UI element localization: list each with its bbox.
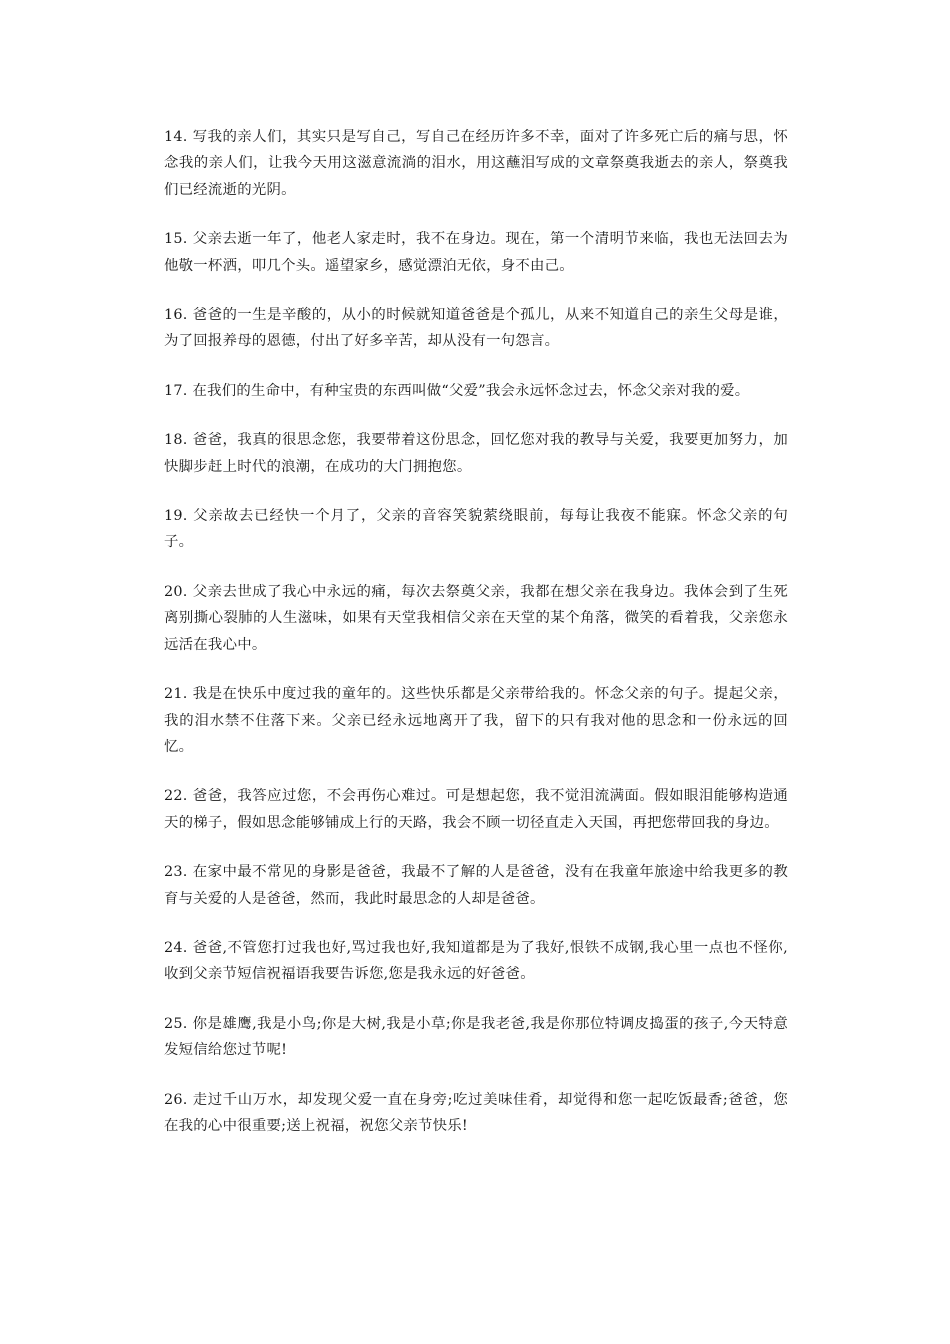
paragraph-18: 18. 爸爸，我真的很思念您，我要带着这份思念，回忆您对我的教导与关爱，我要更加努力，加快脚步赶上时代的浪潮，在成功的大门拥抱您。: [164, 432, 788, 475]
paragraph-21: 21. 我是在快乐中度过我的童年的。这些快乐都是父亲带给我的。怀念父亲的句子。提起父亲，我的泪水禁不住落下来。父亲已经永远地离开了我，留下的只有我对他的思念和一份永远的回忆。: [164, 686, 788, 755]
document-body: [164, 124, 788, 1139]
paragraph-19: 19. 父亲故去已经快一个月了，父亲的音容笑貌萦绕眼前，每每让我夜不能寐。怀念父亲的句子。: [164, 508, 788, 551]
paragraph-26: 26. 走过千山万水，却发现父爱一直在身旁;吃过美味佳肴，却觉得和您一起吃饭最香;爸爸，您在我的心中很重要;送上祝福，祝您父亲节快乐!: [164, 1091, 788, 1134]
paragraph-16: 16. 爸爸的一生是辛酸的，从小的时候就知道爸爸是个孤儿，从来不知道自己的亲生父母是谁，为了回报养母的恩德，付出了好多辛苦，却从没有一句怨言。: [164, 307, 788, 350]
paragraph-20: 20. 父亲去世成了我心中永远的痛，每次去祭奠父亲，我都在想父亲在我身边。我体会到了生死离别撕心裂肺的人生滋味，如果有天堂我相信父亲在天堂的某个角落，微笑的看着我，父亲您永远活在我心中。: [164, 583, 788, 653]
paragraph-14: 14. 写我的亲人们，其实只是写自己，写自己在经历许多不幸，面对了许多死亡后的痛与思，怀念我的亲人们，让我今天用这滋意流淌的泪水，用这蘸泪写成的文章祭奠我逝去的亲人，祭奠我们已经流逝的光阴。: [164, 129, 788, 198]
paragraph-17: 17. 在我们的生命中，有种宝贵的东西叫做“父爱”我会永远怀念过去，怀念父亲对我的爱。: [164, 382, 750, 399]
paragraph-23: 23. 在家中最不常见的身影是爸爸，我最不了解的人是爸爸，没有在我童年旅途中给我更多的教育与关爱的人是爸爸，然而，我此时最思念的人却是爸爸。: [164, 864, 788, 907]
paragraph-25: 25. 你是雄鹰,我是小鸟;你是大树,我是小草;你是我老爸,我是你那位特调皮捣蛋的孩子,今天特意发短信给您过节呢!: [164, 1015, 788, 1059]
paragraph-15: 15. 父亲去逝一年了，他老人家走时，我不在身边。现在，第一个清明节来临，我也无法回去为他敬一杯洒，叩几个头。遥望家乡，感觉漂泊无依，身不由己。: [164, 231, 788, 274]
paragraph-22: 22. 爸爸，我答应过您，不会再伤心难过。可是想起您，我不觉泪流满面。假如眼泪能够构造通天的梯子，假如思念能够铺成上行的天路，我会不顾一切径直走入天国，再把您带回我的身边。: [164, 788, 788, 831]
paragraph-24: 24. 爸爸,不管您打过我也好,骂过我也好,我知道都是为了我好,恨铁不成钢,我心里一点也不怪你,收到父亲节短信祝福语我要告诉您,您是我永远的好爸爸。: [164, 939, 788, 983]
